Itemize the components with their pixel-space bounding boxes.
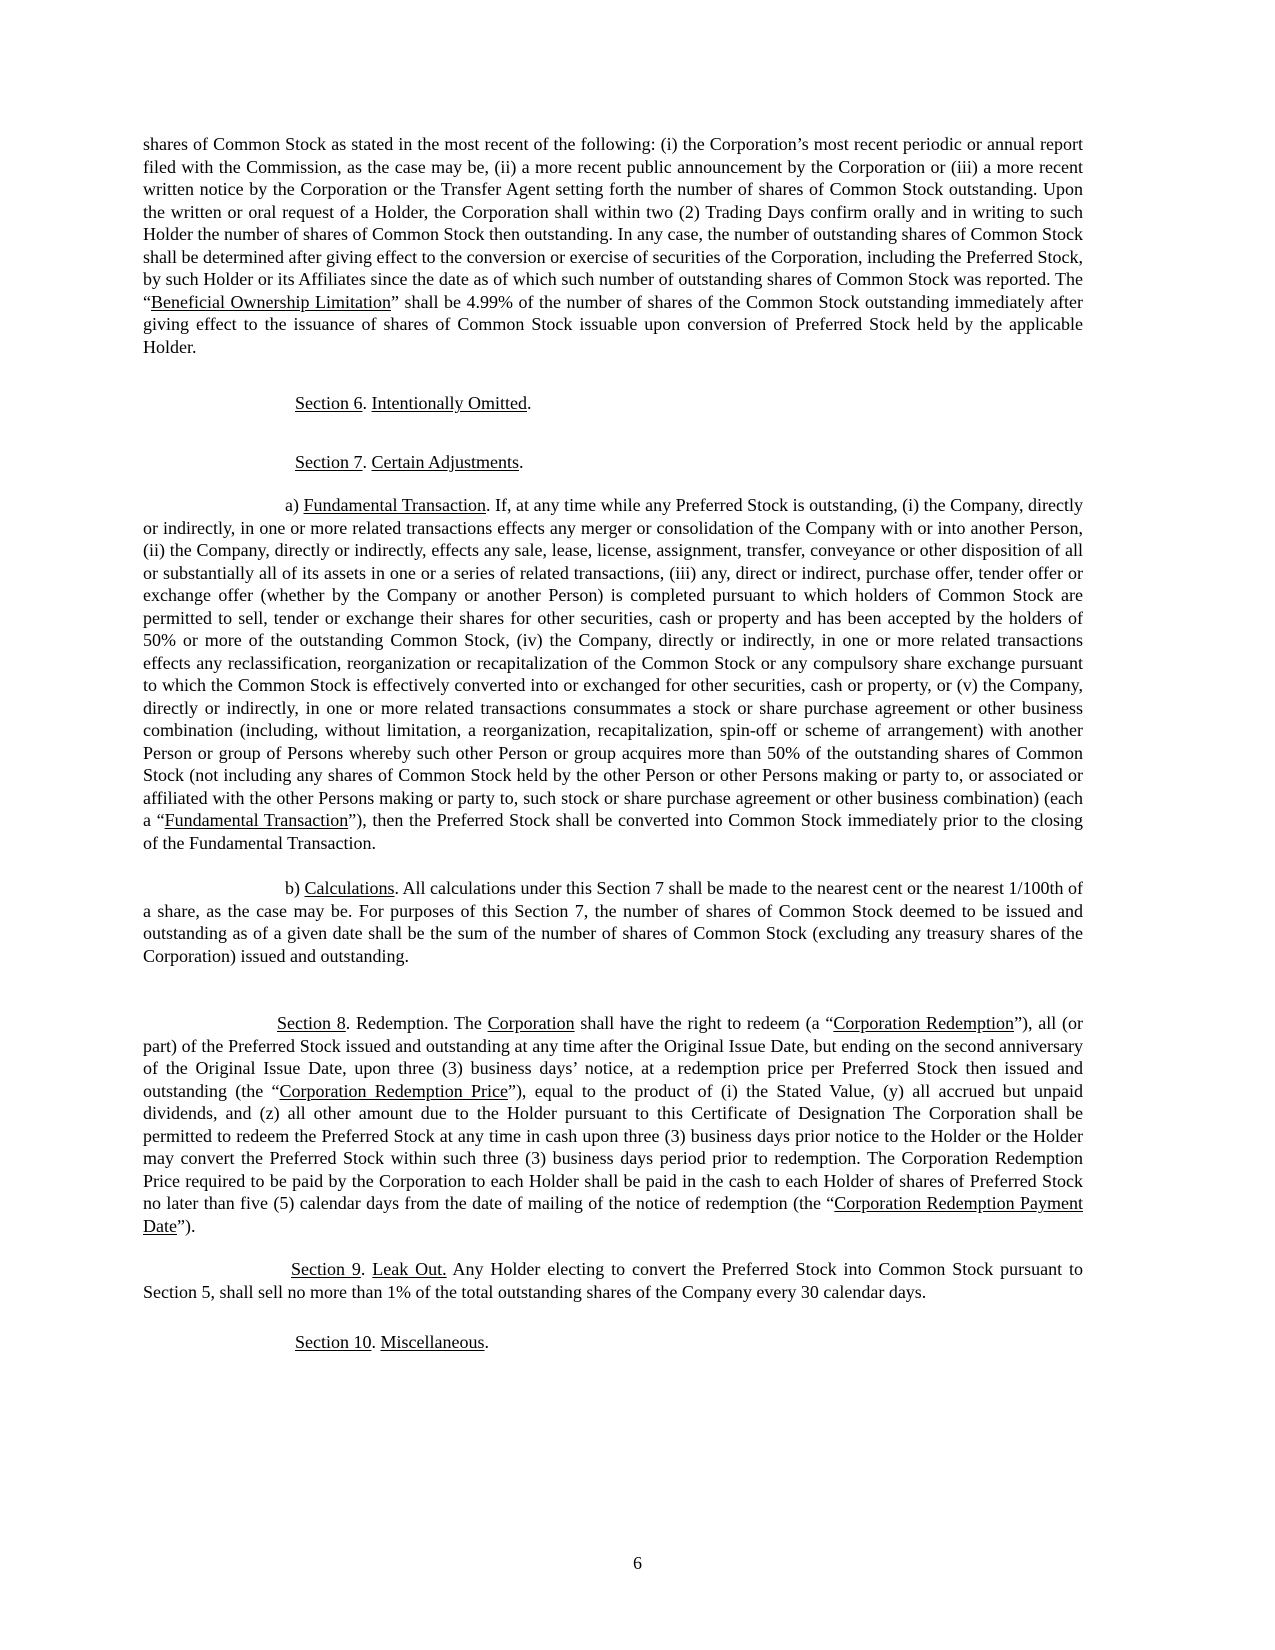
heading-section-6-intentionally-omitted: Section 6. Intentionally Omitted. bbox=[295, 393, 532, 413]
paragraph-section-8-redemption: Section 8. Redemption. The Corporation shall have the right to redeem (a “Corporation Redemption”), all (or part) of the Preferred Stock issued and outstanding at any time after the Original Issue Date, but ending on the second anniversary of the Original Issue Date, upon three (3) business days’ notice, at a redemption price per Preferred Stock then issued and outstanding (the “Corporation Redemption Price”), equal to the product of (i) the Stated Value, (y) all accrued but unpaid dividends, and (z) all other amount due to the Holder pursuant to this Certificate of Designation The Corporation shall be permitted to redeem the Preferred Stock at any time in cash upon three (3) business days prior notice to the Holder or the Holder may convert the Preferred Stock within such three (3) business days period prior to redemption. The Corporation Redemption Price required to be paid by the Corporation to each Holder shall be paid in the cash to each Holder of shares of Preferred Stock no later than five (5) calendar days from the date of mailing of the notice of redemption (the “Corporation Redemption Payment Date”). bbox=[143, 1013, 1083, 1236]
paragraph-a-fundamental-transaction: a) Fundamental Transaction. If, at any time while any Preferred Stock is outstanding, (i) the Company, directly or indirectly, in one or more related transactions effects any merger or consolidation of the Company with or into another Person, (ii) the Company, directly or indirectly, effects any sale, lease, license, assignment, transfer, conveyance or other disposition of all or substantially all of its assets in one or a series of related transactions, (iii) any, direct or indirect, purchase offer, tender offer or exchange offer (whether by the Company or another Person) is completed pursuant to which holders of Common Stock are permitted to sell, tender or exchange their shares for other securities, cash or property and has been accepted by the holders of 50% or more of the outstanding Common Stock, (iv) the Company, directly or indirectly, in one or more related transactions effects any reclassification, reorganization or recapitalization of the Common Stock or any compulsory share exchange pursuant to which the Common Stock is effectively converted into or exchanged for other securities, cash or property, or (v) the Company, directly or indirectly, in one or more related transactions consummates a stock or share purchase agreement or other business combination (including, without limitation, a reorganization, recapitalization, spin-off or scheme of arrangement) with another Person or group of Persons whereby such other Person or group acquires more than 50% of the outstanding shares of Common Stock (not including any shares of Common Stock held by the other Person or other Persons making or party to, or associated or affiliated with the other Persons making or party to, such stock or share purchase agreement or other business combination) (each a “Fundamental Transaction”), then the Preferred Stock shall be converted into Common Stock immediately prior to the closing of the Fundamental Transaction. bbox=[143, 495, 1083, 853]
paragraph-section-9-leak-out: Section 9. Leak Out. Any Holder electing to convert the Preferred Stock into Common Stock pursuant to Section 5, shall sell no more than 1% of the total outstanding shares of the Company every 30 calendar days. bbox=[143, 1259, 1083, 1302]
page-number: 6 bbox=[633, 1553, 642, 1573]
heading-section-10-miscellaneous: Section 10. Miscellaneous. bbox=[295, 1332, 489, 1352]
heading-section-7-certain-adjustments: Section 7. Certain Adjustments. bbox=[295, 451, 524, 472]
paragraph-beneficial-ownership-limitation: shares of Common Stock as stated in the most recent of the following: (i) the Corporation’s most recent periodic or annual report filed with the Commission, as the case may be, (ii) a more recent public announcement by the Corporation or (iii) a more recent written notice by the Corporation or the Transfer Agent setting forth the number of shares of Common Stock outstanding. Upon the written or oral request of a Holder, the Corporation shall within two (2) Trading Days confirm orally and in writing to such Holder the number of shares of Common Stock then outstanding. In any case, the number of outstanding shares of Common Stock shall be determined after giving effect to the conversion or exercise of securities of the Corporation, including the Preferred Stock, by such Holder or its Affiliates since the date as of which such number of outstanding shares of Common Stock was reported. The “Beneficial Ownership Limitation” shall be 4.99% of the number of shares of the Common Stock outstanding immediately after giving effect to the issuance of shares of Common Stock issuable upon conversion of Preferred Stock held by the applicable Holder. bbox=[143, 134, 1083, 357]
paragraph-b-calculations: b) Calculations. All calculations under this Section 7 shall be made to the nearest cent or the nearest 1/100th of a share, as the case may be. For purposes of this Section 7, the number of shares of Common Stock deemed to be issued and outstanding as of a given date shall be the sum of the number of shares of Common Stock (excluding any treasury shares of the Corporation) issued and outstanding. bbox=[143, 878, 1083, 966]
page-content bbox=[143, 133, 1083, 1354]
